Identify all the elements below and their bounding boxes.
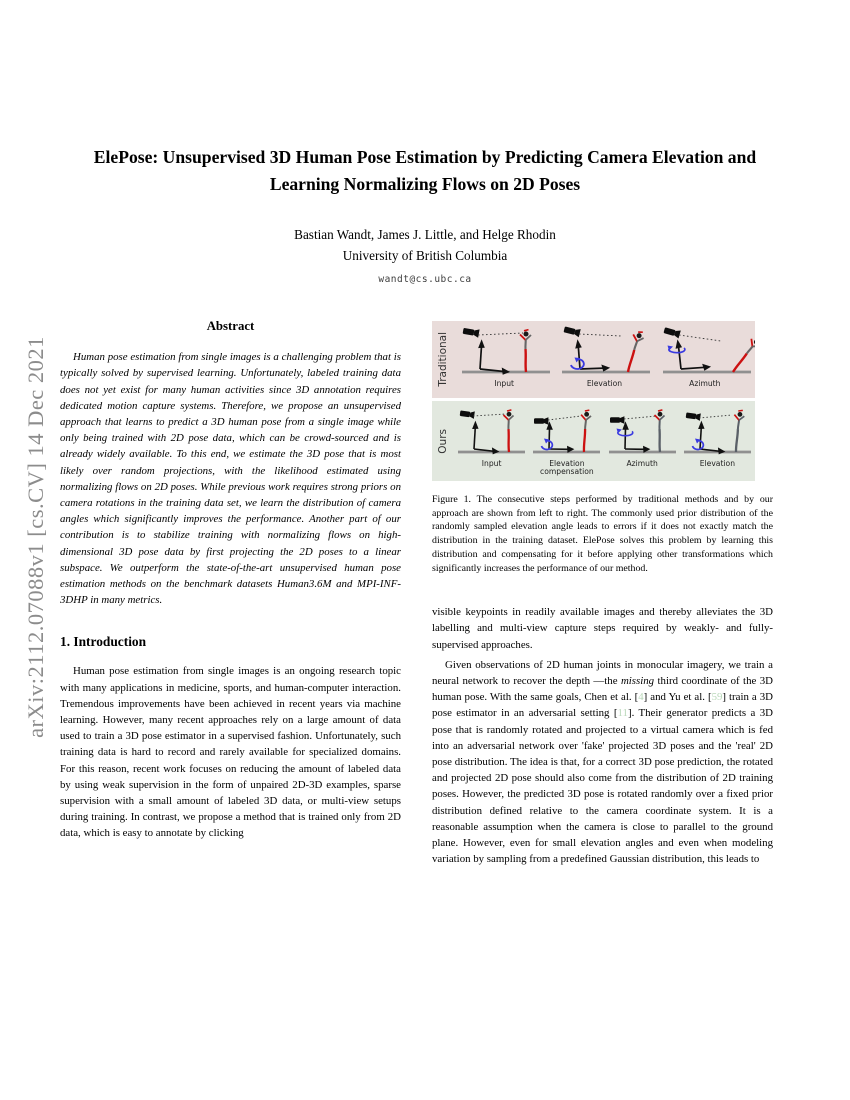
panel-label: Input bbox=[494, 379, 514, 388]
pose-diagram-icon bbox=[454, 321, 554, 381]
authors-line: Bastian Wandt, James J. Little, and Helge Rhodin bbox=[294, 227, 556, 242]
paper-title: ElePose: Unsupervised 3D Human Pose Estimation by Predicting Camera Elevation and Learning Normalizing Flows on 2D Poses bbox=[93, 147, 757, 194]
row-label-ours: Ours bbox=[436, 428, 449, 454]
emphasized-text: missing bbox=[620, 675, 655, 688]
body-text: ]. Their generator predicts a 3D pose that is randomly rotated and projected to a virtual camera which is fed into an adversarial network over 'fake' projected 3D poses and the 'real' 2D pose distribution. The idea is that, for a correct 3D pose prediction, the rotated and projected 2D pose should also come from the distribution of 2D training poses. However, the predicted 3D pose is rotated randomly over a fixed prior distribution defined relative to the camera coordinate system. It is a reasonable assumption when the camera is close to parallel to the ground plane. However, even for small elevation angles and even when modeling variation by sampling from a predefined Gaussian distribution, this leads to bbox=[432, 707, 773, 866]
pose-diagram-icon bbox=[655, 321, 755, 381]
body-text: Given observations of 2D human joints in monocular imagery, we train a neural network to recover the depth —the bbox=[432, 658, 773, 688]
body-text: third coordinate of the 3D human pose. With the same goals, Chen et al. [ bbox=[432, 675, 773, 704]
panel-label: Input bbox=[481, 459, 502, 468]
pose-diagram-icon bbox=[454, 401, 529, 461]
arxiv-sidebar-label: arXiv:2112.07088v1 [cs.CV] 14 Dec 2021 bbox=[23, 336, 48, 738]
right-column-body bbox=[432, 604, 773, 867]
section-heading-introduction: 1. Introduction bbox=[60, 634, 147, 650]
panel-label: Elevation bbox=[586, 379, 623, 388]
affiliation-line: University of British Columbia bbox=[342, 248, 508, 263]
figure-row-ours bbox=[432, 401, 755, 481]
panel-ours-elevation bbox=[680, 401, 755, 481]
figure-caption: Figure 1. The consecutive steps performed by traditional methods and by our approach are shown from left to right. The commonly used prior distribution of the randomly sampled elevation angle leads to errors if it does not exactly match the distribution in the training dataset. ElePose solves this problem by learning this distribution and compensating for it before applying other transformations which significantly increases the performance of our method. bbox=[432, 494, 773, 574]
body-paragraph bbox=[432, 657, 773, 868]
row-label-traditional: Traditional bbox=[436, 332, 449, 387]
author-block bbox=[0, 224, 850, 290]
citation-ref[interactable]: 59 bbox=[711, 691, 723, 704]
introduction-paragraph: Human pose estimation from single images is an ongoing research topic with many applications in medicine, sports, and human-computer interaction. Tremendous improvements have been achieved in recent years via machine learning. However, many recent approaches rely on a large amount of data used to train a 3D pose estimator in a supervised fashion. Unfortunately, such training data is hard to record and rarely available for specialized domains. For this reason, recent work focuses on reducing the amount of labeled data by using weak supervision in the form of unpaired 2D-3D examples, sparse supervision with a small amount of labeled 3D data, or multi-view setups during training. In contrast, we propose a method that is trained only from 2D data, which is easy to annotate by clicking bbox=[60, 665, 401, 840]
pose-diagram-icon bbox=[680, 401, 755, 461]
panel-label: Azimuth bbox=[626, 459, 658, 468]
figure-row-traditional bbox=[432, 321, 755, 398]
body-paragraph: visible keypoints in readily available images and thereby alleviates the 3D labelling and multi-view capture steps required by weakly- and fully-supervised approaches. bbox=[432, 606, 773, 651]
panel-label: Azimuth bbox=[689, 379, 721, 388]
pose-diagram-icon bbox=[554, 321, 654, 381]
right-column bbox=[432, 316, 773, 867]
left-column bbox=[60, 316, 401, 842]
panel-traditional-input bbox=[454, 321, 554, 398]
panel-ours-azimuth bbox=[605, 401, 680, 481]
pose-diagram-icon bbox=[605, 401, 680, 461]
panel-traditional-azimuth bbox=[655, 321, 755, 398]
citation-ref[interactable]: 4 bbox=[638, 691, 644, 704]
panel-label: Elevation bbox=[699, 459, 736, 468]
body-text: ] train a 3D pose estimator in an adversarial setting [ bbox=[432, 691, 773, 720]
panel-traditional-elevation bbox=[554, 321, 654, 398]
figure-1 bbox=[432, 321, 755, 481]
abstract-heading: Abstract bbox=[206, 319, 255, 333]
body-text: ] and Yu et al. [ bbox=[643, 691, 712, 704]
abstract-text: Human pose estimation from single images is a challenging problem that is typically solved by supervised learning. Unfortunately, labeled training data does not yet exist for many human activities since 3D annotation requires dedicated motion capture systems. Therefore, we propose an unsupervised approach that learns to predict a 3D human pose from a single image while only being trained with 2D pose data, which can be crowd-sourced and is already widely available. To this end, we estimate the 3D pose that is most likely over random projections, with the likelihood estimated using normalizing flows on 2D poses. While previous work requires strong priors on camera rotations in the training data set, we learn the distribution of camera angles which significantly improves the performance. Another part of our contribution is to stabilize training with normalizing flows on high-dimensional 3D pose data by first projecting the 2D poses to a linear subspace. We outperform the state-of-the-art unsupervised human pose estimation methods on the benchmark datasets Human3.6M and MPI-INF-3DHP in many metrics. bbox=[60, 351, 401, 607]
panel-ours-input bbox=[454, 401, 529, 481]
email-link[interactable]: wandt@cs.ubc.ca bbox=[378, 274, 472, 285]
citation-ref[interactable]: 11 bbox=[617, 707, 628, 720]
pose-diagram-icon bbox=[529, 401, 604, 461]
panel-ours-elevation-compensation bbox=[529, 401, 604, 481]
panel-label: Elevation compensation bbox=[540, 459, 594, 477]
